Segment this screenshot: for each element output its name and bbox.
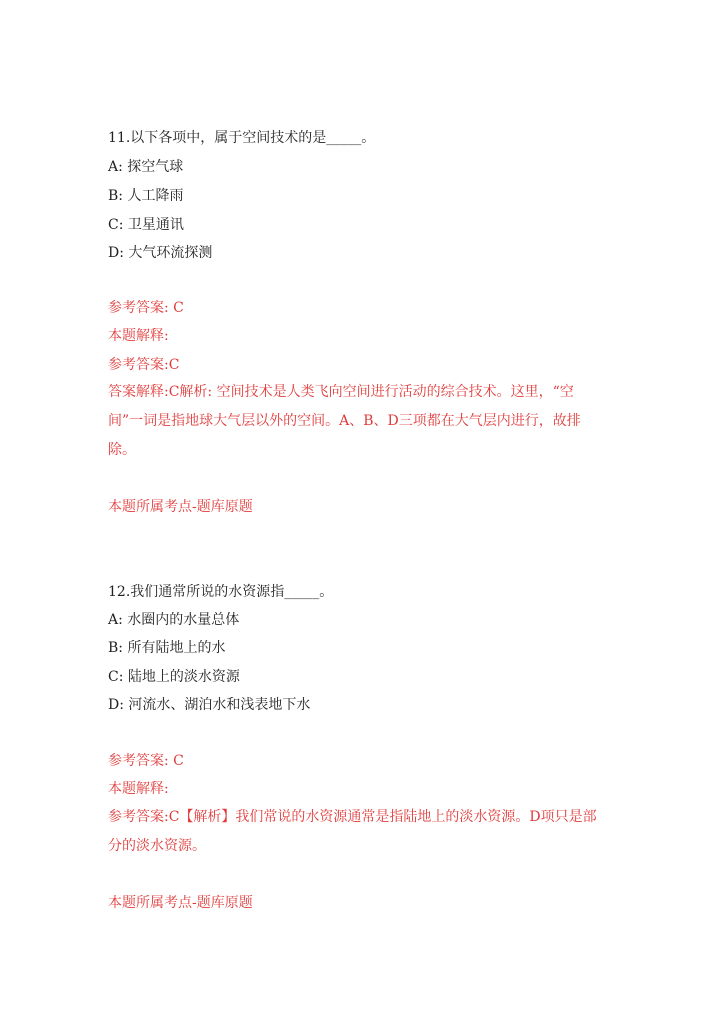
question-11-explanation: 答案解释:C解析: 空间技术是人类飞向空间进行活动的综合技术。这里，“空间”一词是指地球大气层以外的空间。A、B、D三项都在大气层内进行，故排除。 <box>108 384 581 458</box>
question-11-explanation-heading: 本题解释: <box>108 328 169 344</box>
question-12-option-b: B: 所有陆地上的水 <box>108 640 226 656</box>
question-11-option-c: C: 卫星通讯 <box>108 217 184 233</box>
question-12-stem: 12.我们通常所说的水资源指_____。 <box>108 584 334 600</box>
question-11-stem: 11.以下各项中，属于空间技术的是_____。 <box>108 130 376 146</box>
question-11-option-a: A: 探空气球 <box>108 159 184 175</box>
question-11-answer-repeat: 参考答案:C <box>108 357 180 373</box>
question-11-source: 本题所属考点-题库原题 <box>108 499 253 515</box>
question-11-answer: 参考答案: C <box>108 300 184 316</box>
question-11-option-b: B: 人工降雨 <box>108 188 184 204</box>
question-12-explanation-heading: 本题解释: <box>108 781 169 797</box>
question-12-option-a: A: 水圈内的水量总体 <box>108 612 240 628</box>
question-11-option-d: D: 大气环流探测 <box>108 245 213 261</box>
question-12-option-d: D: 河流水、湖泊水和浅表地下水 <box>108 697 311 713</box>
question-12-source: 本题所属考点-题库原题 <box>108 895 253 911</box>
question-12-option-c: C: 陆地上的淡水资源 <box>108 669 240 685</box>
question-12-explanation: 参考答案:C【解析】我们常说的水资源通常是指陆地上的淡水资源。D项只是部分的淡水资源。 <box>108 809 597 854</box>
question-12-answer: 参考答案: C <box>108 753 184 769</box>
